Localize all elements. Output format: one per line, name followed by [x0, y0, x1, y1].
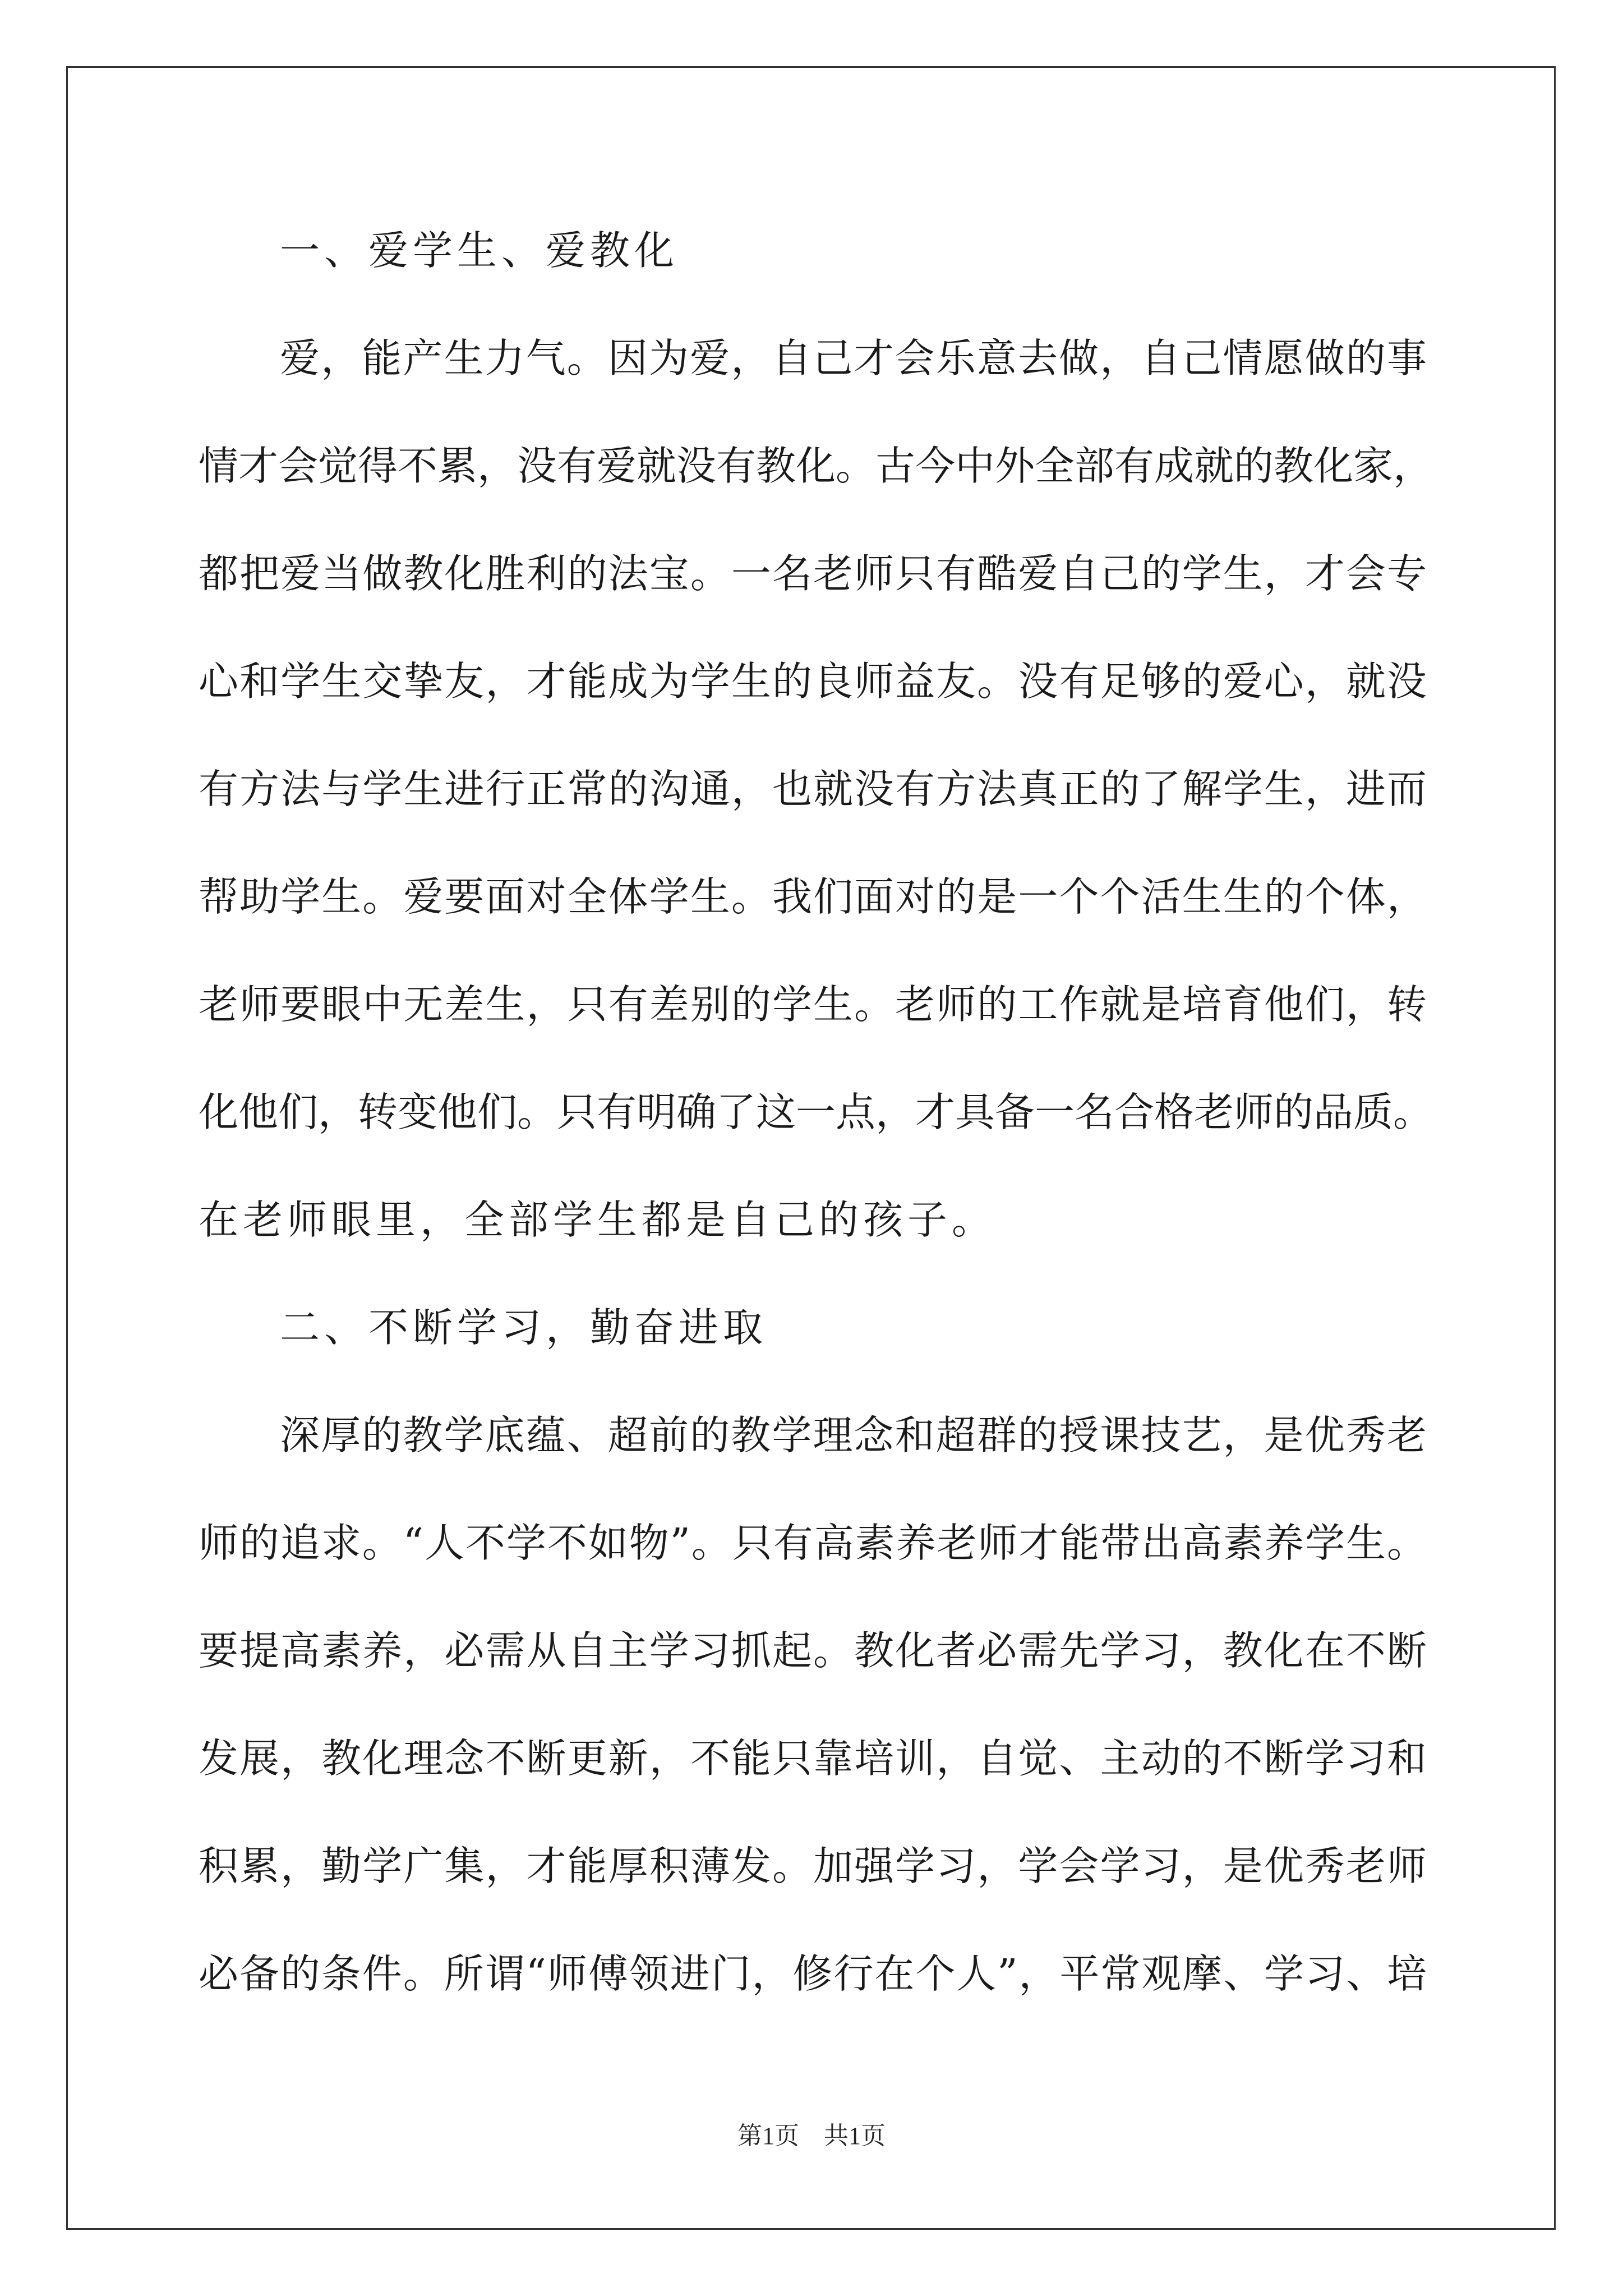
paragraph-line: 在老师眼里，全部学生都是自己的孩子。	[199, 1197, 997, 1243]
paragraph-line: 都把爱当做教化胜利的法宝。一名老师只有酷爱自己的学生，才会专	[199, 550, 1427, 597]
paragraph-line: 发展，教化理念不断更新，不能只靠培训，自觉、主动的不断学习和	[199, 1735, 1427, 1782]
paragraph-line: 师的追求。“人不学不如物”。只有高素养老师才能带出高素养学生。	[199, 1520, 1427, 1566]
paragraph-line: 有方法与学生进行正常的沟通，也就没有方法真正的了解学生，进而	[199, 766, 1427, 812]
paragraph-line: 化他们，转变他们。只有明确了这一点，才具备一名合格老师的品质。	[199, 1089, 1433, 1135]
paragraph-line: 老师要眼中无差生，只有差别的学生。老师的工作就是培育他们，转	[199, 981, 1427, 1028]
paragraph-line: 必备的条件。所谓“师傅领进门，修行在个人”，平常观摩、学习、培	[199, 1950, 1427, 1997]
paragraph-line: 爱，能产生力气。因为爱，自己才会乐意去做，自己情愿做的事	[280, 335, 1427, 381]
paragraph-line: 要提高素养，必需从自主学习抓起。教化者必需先学习，教化在不断	[199, 1627, 1427, 1674]
section-heading-2: 二、不断学习，勤奋进取	[280, 1304, 768, 1351]
section-heading-1: 一、爱学生、爱教化	[280, 227, 679, 274]
page-number-footer: 第1页 共1页	[737, 2122, 886, 2150]
page-border	[66, 66, 1556, 2230]
paragraph-line: 深厚的教学底蕴、超前的教学理念和超群的授课技艺，是优秀老	[280, 1412, 1427, 1458]
paragraph-line: 情才会觉得不累，没有爱就没有教化。古今中外全部有成就的教化家，	[199, 443, 1433, 489]
paragraph-line: 积累，勤学广集，才能厚积薄发。加强学习，学会学习，是优秀老师	[199, 1843, 1427, 1889]
paragraph-line: 心和学生交挚友，才能成为学生的良师益友。没有足够的爱心，就没	[199, 658, 1427, 705]
paragraph-line: 帮助学生。爱要面对全体学生。我们面对的是一个个活生生的个体，	[199, 873, 1427, 920]
